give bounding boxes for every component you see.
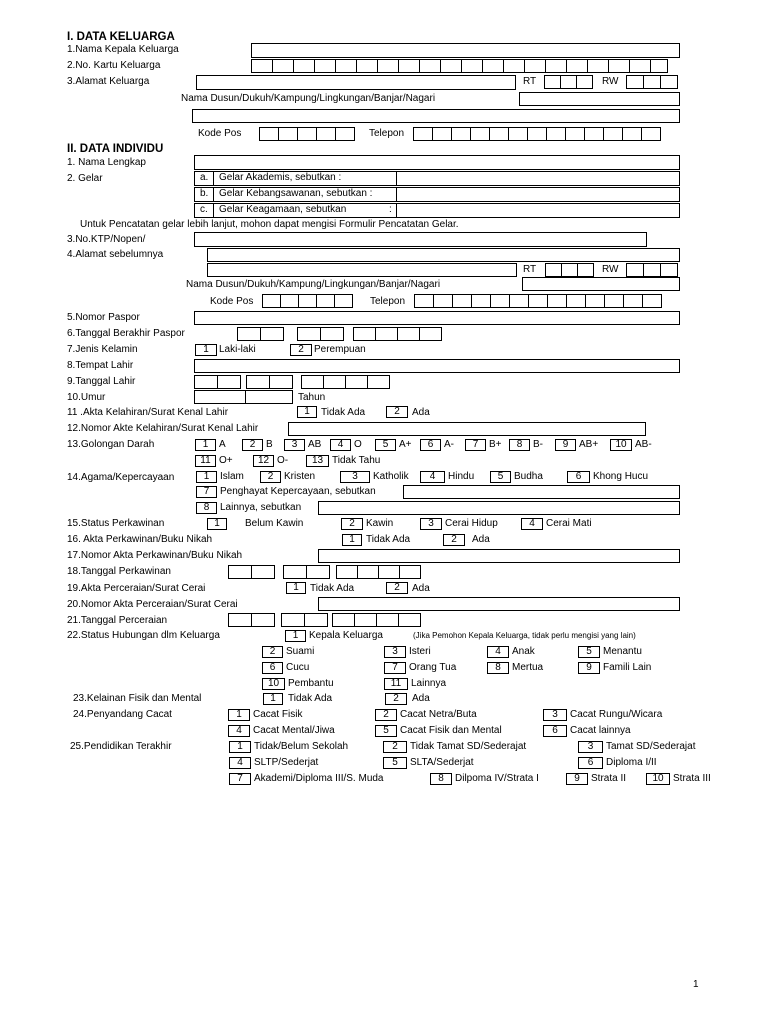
label-tanggal-perceraian: 21.Tanggal Perceraian	[67, 615, 168, 626]
golongan-darah-option-7[interactable]: 7	[465, 439, 486, 451]
tanggal-paspor-mm[interactable]	[297, 327, 343, 341]
golongan-darah-label-7: B+	[489, 439, 502, 450]
pendidikan-label-6: Diploma I/II	[606, 757, 657, 768]
status-hubungan-label-3: Isteri	[409, 646, 431, 657]
agama-option-6[interactable]: 6	[567, 471, 590, 483]
label-nama-lengkap: 1. Nama Lengkap	[67, 157, 146, 168]
nama-lengkap-field[interactable]	[194, 155, 680, 170]
penyandang-cacat-option-6[interactable]: 6	[543, 725, 567, 737]
status-perkawinan-option-3[interactable]: 3	[420, 518, 442, 530]
agama-option-4[interactable]: 4	[420, 471, 445, 483]
pendidikan-label-5: SLTA/Sederjat	[410, 757, 474, 768]
golongan-darah-option-3[interactable]: 3	[284, 439, 305, 451]
section-1-title: I. DATA KELUARGA	[67, 31, 175, 43]
penyandang-cacat-label-3: Cacat Rungu/Wicara	[570, 709, 663, 720]
status-perkawinan-option-2[interactable]: 2	[341, 518, 363, 530]
golongan-darah-option-6[interactable]: 6	[420, 439, 441, 451]
nomor-akta-perkawinan-field[interactable]	[318, 549, 680, 563]
nomor-paspor-field[interactable]	[194, 311, 680, 325]
tempat-lahir-field[interactable]	[194, 359, 680, 373]
pendidikan-option-6[interactable]: 6	[578, 757, 603, 769]
golongan-darah-option-10[interactable]: 10	[610, 439, 632, 451]
kelainan-fisik-option-1[interactable]: 1	[263, 693, 283, 705]
agama-option-5[interactable]: 5	[490, 471, 511, 483]
label-pendidikan-terakhir: 25.Pendidikan Terakhir	[70, 741, 172, 752]
status-hubungan-option-10[interactable]: 10	[262, 678, 285, 690]
akta-perkawinan-option-2[interactable]: 2	[443, 534, 465, 546]
no-ktp-field[interactable]	[194, 232, 647, 247]
status-hubungan-option-11[interactable]: 11	[384, 678, 408, 690]
gelar-c-marker: c.	[200, 204, 208, 215]
akta-perceraian-option-1[interactable]: 1	[286, 582, 306, 594]
status-hubungan-label-6: Cucu	[286, 662, 310, 673]
status-hubungan-option-5[interactable]: 5	[578, 646, 600, 658]
jenis-kelamin-option-1[interactable]: 1	[195, 344, 217, 356]
alamat-sebelumnya-field[interactable]	[207, 248, 680, 262]
umur-cells[interactable]	[194, 390, 292, 404]
penyandang-cacat-label-2: Cacat Netra/Buta	[400, 709, 477, 720]
rt-cells-2[interactable]	[545, 263, 593, 277]
label-rw-2: RW	[602, 264, 619, 275]
section-2-title: II. DATA INDIVIDU	[67, 143, 164, 155]
status-hubungan-label-2: Suami	[286, 646, 315, 657]
akta-kelahiran-option-1[interactable]: 1	[297, 406, 317, 418]
alamat-keluarga-line2[interactable]	[192, 109, 680, 123]
akta-perkawinan-option-1[interactable]: 1	[342, 534, 362, 546]
tanggal-lahir-mm[interactable]	[246, 375, 292, 389]
status-hubungan-label-9: Famili Lain	[603, 662, 652, 673]
label-telepon-2: Telepon	[370, 296, 406, 307]
label-kode-pos: Kode Pos	[198, 128, 242, 139]
pendidikan-option-1[interactable]: 1	[229, 741, 251, 753]
label-rw: RW	[602, 76, 619, 87]
label-rt: RT	[523, 76, 537, 87]
status-hubungan-option-3[interactable]: 3	[384, 646, 406, 658]
agama-option-2[interactable]: 2	[260, 471, 281, 483]
label-agama: 14.Agama/Kepercayaan	[67, 472, 175, 483]
akta-perceraian-tidak-ada-label: Tidak Ada	[310, 583, 355, 594]
golongan-darah-label-3: AB	[308, 439, 322, 450]
kelainan-fisik-tidak-ada-label: Tidak Ada	[288, 693, 333, 704]
agama-option-7[interactable]: 7	[196, 486, 217, 498]
golongan-darah-label-11: O+	[219, 455, 233, 466]
pendidikan-option-2[interactable]: 2	[383, 741, 407, 753]
label-nama-kepala-keluarga: 1.Nama Kepala Keluarga	[67, 44, 179, 55]
pendidikan-option-9[interactable]: 9	[566, 773, 588, 785]
nama-dusun-field-2[interactable]	[522, 277, 680, 291]
rt-cells[interactable]	[544, 75, 592, 89]
label-tempat-lahir: 8.Tempat Lahir	[67, 360, 134, 371]
tanggal-paspor-yyyy[interactable]	[353, 327, 441, 341]
agama-label-5: Budha	[514, 471, 543, 482]
tanggal-perceraian-dd[interactable]	[228, 613, 274, 627]
golongan-darah-option-2[interactable]: 2	[242, 439, 263, 451]
status-hubungan-option-9[interactable]: 9	[578, 662, 600, 674]
label-status-perkawinan: 15.Status Perkawinan	[67, 518, 165, 529]
gelar-kebangsawanan-field[interactable]	[396, 187, 680, 202]
penyandang-cacat-label-1: Cacat Fisik	[253, 709, 303, 720]
status-perkawinan-label-3: Cerai Hidup	[445, 518, 498, 529]
label-umur: 10.Umur	[67, 392, 106, 403]
label-tanggal-berakhir-paspor: 6.Tanggal Berakhir Paspor	[67, 328, 185, 339]
penyandang-cacat-option-4[interactable]: 4	[228, 725, 250, 737]
golongan-darah-option-8[interactable]: 8	[509, 439, 530, 451]
label-no-ktp: 3.No.KTP/Nopen/	[67, 234, 146, 245]
status-hubungan-label-4: Anak	[512, 646, 535, 657]
agama-label-8: Lainnya, sebutkan	[220, 502, 302, 513]
status-hubungan-option-1[interactable]: 1	[285, 630, 306, 642]
label-status-hubungan: 22.Status Hubungan dlm Keluarga	[67, 630, 220, 641]
pendidikan-label-3: Tamat SD/Sederajat	[606, 741, 696, 752]
page-number: 1	[693, 979, 699, 990]
status-perkawinan-label-2: Kawin	[366, 518, 394, 529]
penyandang-cacat-label-5: Cacat Fisik dan Mental	[400, 725, 502, 736]
golongan-darah-option-1[interactable]: 1	[195, 439, 216, 451]
nama-dusun-field[interactable]	[519, 92, 680, 106]
label-rt-2: RT	[523, 264, 537, 275]
agama-lainnya-field[interactable]	[318, 501, 680, 515]
gelar-keagamaan-label: Gelar Keagamaan, sebutkan	[219, 204, 347, 215]
label-akta-kelahiran: 11 .Akta Kelahiran/Surat Kenal Lahir	[67, 407, 229, 418]
label-gelar: 2. Gelar	[67, 173, 103, 184]
akta-perceraian-option-2[interactable]: 2	[386, 582, 408, 594]
rw-cells[interactable]	[626, 75, 677, 89]
label-nomor-paspor: 5.Nomor Paspor	[67, 312, 140, 323]
kode-pos-cells[interactable]	[259, 127, 354, 141]
label-nomor-akta-perkawinan: 17.Nomor Akta Perkawinan/Buku Nikah	[67, 550, 243, 561]
golongan-darah-option-4[interactable]: 4	[330, 439, 351, 451]
pendidikan-option-3[interactable]: 3	[578, 741, 603, 753]
tanggal-lahir-yyyy[interactable]	[301, 375, 389, 389]
pendidikan-option-10[interactable]: 10	[646, 773, 670, 785]
penyandang-cacat-option-3[interactable]: 3	[543, 709, 567, 721]
jenis-kelamin-option-2[interactable]: 2	[290, 344, 312, 356]
status-perkawinan-option-4[interactable]: 4	[521, 518, 543, 530]
gelar-kebangsawanan-label: Gelar Kebangsawanan, sebutkan :	[219, 188, 373, 199]
label-no-kartu-keluarga: 2.No. Kartu Keluarga	[67, 60, 161, 71]
status-hubungan-label-7: Orang Tua	[409, 662, 457, 673]
penyandang-cacat-option-5[interactable]: 5	[375, 725, 397, 737]
akta-perkawinan-ada-label: Ada	[472, 534, 490, 545]
gelar-note: Untuk Pencatatan gelar lebih lanjut, mohon dapat mengisi Formulir Pencatatan Gelar.	[80, 219, 459, 230]
pendidikan-option-5[interactable]: 5	[383, 757, 407, 769]
akta-kelahiran-ada-label: Ada	[412, 407, 430, 418]
status-hubungan-option-2[interactable]: 2	[262, 646, 283, 658]
penyandang-cacat-label-6: Cacat lainnya	[570, 725, 631, 736]
agama-label-3: Katholik	[373, 471, 409, 482]
pendidikan-option-4[interactable]: 4	[229, 757, 251, 769]
alamat-sebelumnya-line2[interactable]	[207, 263, 517, 277]
status-hubungan-label-8: Mertua	[512, 662, 544, 673]
alamat-keluarga-field[interactable]	[196, 75, 516, 90]
pendidikan-label-8: Dilpoma IV/Strata I	[455, 773, 539, 784]
label-kode-pos-2: Kode Pos	[210, 296, 254, 307]
status-hubungan-label-1: Kepala Keluarga	[309, 630, 383, 641]
telepon-cells-2[interactable]	[414, 294, 661, 308]
akta-kelahiran-option-2[interactable]: 2	[386, 406, 408, 418]
status-hubungan-option-4[interactable]: 4	[487, 646, 509, 658]
label-alamat-keluarga: 3.Alamat Keluarga	[67, 76, 150, 87]
kelainan-fisik-option-2[interactable]: 2	[385, 693, 407, 705]
kelainan-fisik-ada-label: Ada	[412, 693, 430, 704]
umur-unit: Tahun	[298, 392, 326, 403]
golongan-darah-option-12[interactable]: 12	[253, 455, 274, 467]
agama-label-7: Penghayat Kepercayaan, sebutkan	[220, 486, 376, 497]
agama-option-3[interactable]: 3	[340, 471, 370, 483]
golongan-darah-label-2: B	[266, 439, 273, 450]
status-perkawinan-option-1[interactable]: 1	[207, 518, 227, 530]
label-penyandang-cacat: 24.Penyandang Cacat	[73, 709, 172, 720]
golongan-darah-option-11[interactable]: 11	[195, 455, 216, 467]
label-tanggal-perkawinan: 18.Tanggal Perkawinan	[67, 566, 171, 577]
label-akta-perkawinan: 16. Akta Perkawinan/Buku Nikah	[67, 534, 213, 545]
agama-label-4: Hindu	[448, 471, 475, 482]
label-alamat-sebelumnya: 4.Alamat sebelumnya	[67, 249, 164, 260]
gelar-b-marker: b.	[200, 188, 209, 199]
label-jenis-kelamin: 7.Jenis Kelamin	[67, 344, 138, 355]
penghayat-kepercayaan-field[interactable]	[403, 485, 680, 499]
akta-perceraian-ada-label: Ada	[412, 583, 430, 594]
pendidikan-label-7: Akademi/Diploma III/S. Muda	[254, 773, 384, 784]
tanggal-perceraian-yyyy[interactable]	[332, 613, 420, 627]
golongan-darah-label-13: Tidak Tahu	[332, 455, 381, 466]
label-nama-dusun-2: Nama Dusun/Dukuh/Kampung/Lingkungan/Banjar/Nagari	[186, 279, 441, 290]
pendidikan-option-8[interactable]: 8	[430, 773, 452, 785]
nomor-akte-kelahiran-field[interactable]	[288, 422, 646, 436]
gelar-akademis-label: Gelar Akademis, sebutkan :	[219, 172, 342, 183]
nama-kepala-keluarga-field[interactable]	[251, 43, 680, 58]
tanggal-lahir-dd[interactable]	[194, 375, 240, 389]
penyandang-cacat-option-1[interactable]: 1	[228, 709, 250, 721]
pendidikan-option-7[interactable]: 7	[229, 773, 251, 785]
golongan-darah-label-4: O	[354, 439, 362, 450]
tanggal-perkawinan-mm[interactable]	[283, 565, 329, 579]
label-nama-dusun: Nama Dusun/Dukuh/Kampung/Lingkungan/Banjar/Nagari	[181, 93, 436, 104]
status-hubungan-option-6[interactable]: 6	[262, 662, 283, 674]
gelar-akademis-field[interactable]	[396, 171, 680, 186]
tanggal-paspor-dd[interactable]	[237, 327, 283, 341]
kode-pos-cells-2[interactable]	[262, 294, 352, 308]
status-perkawinan-label-1: Belum Kawin	[245, 518, 304, 529]
status-hubungan-label-10: Pembantu	[288, 678, 334, 689]
rw-cells-2[interactable]	[626, 263, 677, 277]
gelar-a-marker: a.	[200, 172, 209, 183]
nomor-akta-perceraian-field[interactable]	[318, 597, 680, 611]
jenis-kelamin-perempuan-label: Perempuan	[314, 344, 366, 355]
status-hubungan-option-7[interactable]: 7	[384, 662, 406, 674]
penyandang-cacat-option-2[interactable]: 2	[375, 709, 397, 721]
label-golongan-darah: 13.Golongan Darah	[67, 439, 155, 450]
pendidikan-label-4: SLTP/Sederjat	[254, 757, 319, 768]
agama-label-1: Islam	[220, 471, 244, 482]
label-nomor-akta-perceraian: 20.Nomor Akta Perceraian/Surat Cerai	[67, 599, 238, 610]
gelar-keagamaan-field[interactable]	[396, 203, 680, 218]
penyandang-cacat-label-4: Cacat Mental/Jiwa	[253, 725, 335, 736]
golongan-darah-label-6: A-	[444, 439, 454, 450]
gelar-keagamaan-colon: :	[389, 204, 392, 215]
golongan-darah-label-12: O-	[277, 455, 289, 466]
telepon-cells[interactable]	[413, 127, 660, 141]
pendidikan-label-9: Strata II	[591, 773, 627, 784]
tanggal-perceraian-mm[interactable]	[281, 613, 327, 627]
tanggal-perkawinan-dd[interactable]	[228, 565, 274, 579]
akta-perkawinan-tidak-ada-label: Tidak Ada	[366, 534, 411, 545]
pendidikan-label-2: Tidak Tamat SD/Sederajat	[410, 741, 527, 752]
label-akta-perceraian: 19.Akta Perceraian/Surat Cerai	[67, 583, 206, 594]
golongan-darah-label-1: A	[219, 439, 226, 450]
golongan-darah-label-5: A+	[399, 439, 412, 450]
label-tanggal-lahir: 9.Tanggal Lahir	[67, 376, 136, 387]
agama-option-1[interactable]: 1	[196, 471, 217, 483]
agama-label-6: Khong Hucu	[593, 471, 649, 482]
golongan-darah-option-5[interactable]: 5	[375, 439, 396, 451]
status-hubungan-option-8[interactable]: 8	[487, 662, 509, 674]
status-hubungan-label-11: Lainnya	[411, 678, 447, 689]
pendidikan-label-1: Tidak/Belum Sekolah	[254, 741, 349, 752]
akta-kelahiran-tidak-ada-label: Tidak Ada	[321, 407, 366, 418]
golongan-darah-label-10: AB-	[635, 439, 652, 450]
status-perkawinan-label-4: Cerai Mati	[546, 518, 592, 529]
status-hubungan-label-5: Menantu	[603, 646, 642, 657]
status-hubungan-note: (Jika Pemohon Kepala Keluarga, tidak perlu mengisi yang lain)	[413, 631, 636, 640]
pendidikan-label-10: Strata III	[673, 773, 711, 784]
agama-label-2: Kristen	[284, 471, 316, 482]
label-kelainan-fisik: 23.Kelainan Fisik dan Mental	[73, 693, 202, 704]
agama-option-8[interactable]: 8	[196, 502, 217, 514]
jenis-kelamin-laki-label: Laki-laki	[219, 344, 256, 355]
golongan-darah-option-13[interactable]: 13	[306, 455, 329, 467]
tanggal-perkawinan-yyyy[interactable]	[336, 565, 420, 579]
golongan-darah-label-8: B-	[533, 439, 543, 450]
no-kartu-keluarga-cells[interactable]	[251, 59, 667, 73]
golongan-darah-option-9[interactable]: 9	[555, 439, 576, 451]
golongan-darah-label-9: AB+	[579, 439, 599, 450]
label-nomor-akte-kelahiran: 12.Nomor Akte Kelahiran/Surat Kenal Lahir	[67, 423, 259, 434]
label-telepon: Telepon	[369, 128, 405, 139]
